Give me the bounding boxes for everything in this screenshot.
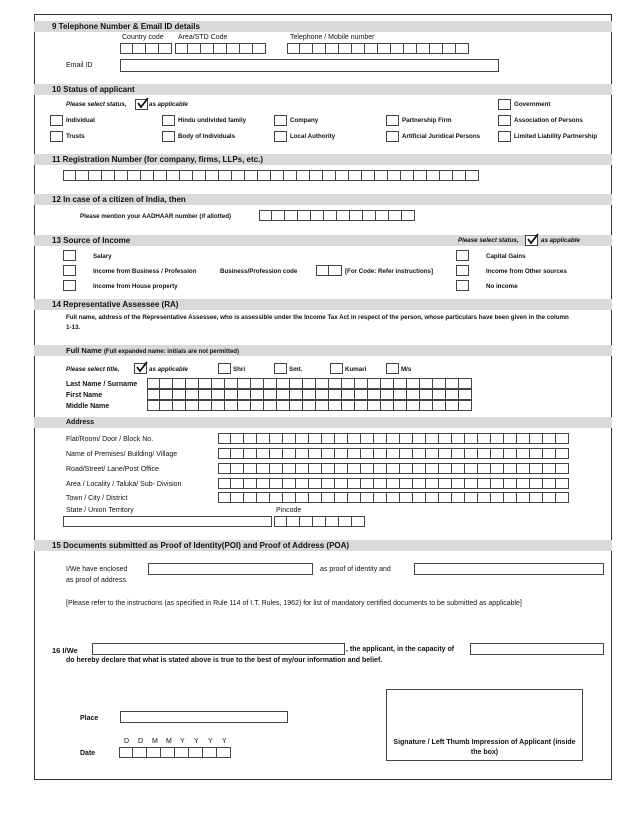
place-label: Place [80,715,99,722]
signature-label: Signature / Left Thumb Impression of Applicant (inside the box) [393,739,576,756]
capacity-label: , the applicant, in the capacity of [346,646,455,653]
area-std-label: Area/STD Code [178,34,228,41]
enclosed-label: I/We have enclosed [66,566,128,573]
checkmark-icon [526,232,540,246]
addr-area-field[interactable] [218,478,569,489]
section-9-header: 9 Telephone Number & Email ID details [34,21,612,32]
date-label: Date [80,750,96,757]
checkbox-partnership[interactable] [386,115,399,126]
checkbox-other-sources[interactable] [456,265,469,276]
option-ajp: Artificial Juridical Persons [402,133,481,140]
option-aop: Association of Persons [514,117,583,124]
addr-label-area: Area / Locality / Taluka/ Sub- Division [66,481,182,488]
proof-identity-label: as proof of identity and [320,566,391,573]
aadhaar-field[interactable] [259,210,415,221]
addr-road-field[interactable] [218,463,569,474]
middle-name-field[interactable] [147,400,472,411]
section-12-header: 12 In case of a citizen of India, then [34,194,612,205]
checkbox-individual[interactable] [50,115,63,126]
title-ms: M/s [401,366,412,373]
state-label: State / Union Territory [66,507,134,514]
date-field[interactable] [119,747,231,758]
telephone-field[interactable] [287,43,469,54]
addr-flat-field[interactable] [218,433,569,444]
checkbox-trusts[interactable] [50,131,63,142]
salary-label: Salary [93,253,112,260]
option-local-authority: Local Authority [290,133,336,140]
section-14-header: 14 Representative Assessee (RA) [34,299,612,310]
title-instruction: Please select title, [66,366,120,373]
business-label: Income from Business / Profession [93,268,197,275]
aadhaar-label: Please mention your AADHAAR number (if allotted) [80,213,232,220]
section-15-header: 15 Documents submitted as Proof of Identity(POI) and Proof of Address (POA) [34,540,612,551]
addr-label-town: Town / City / District [66,495,128,502]
full-name-title: Full Name [66,346,102,355]
refer-instructions: [Please refer to the instructions (as specified in Rule 114 of I.T. Rules, 1962) for list of mandatory certified documents to be submitted as applicable] [66,600,522,607]
checkbox-government[interactable] [498,99,511,110]
email-field[interactable] [120,59,499,72]
status-instruction: Please select status, [66,101,127,108]
checkmark-icon [136,96,150,110]
checkbox-huf[interactable] [162,115,175,126]
area-std-field[interactable] [175,43,266,54]
country-code-field[interactable] [120,43,172,54]
no-income-label: No income [486,283,518,290]
ra-description: Full name, address of the Representative Assessee, who is assessible under the Income Tax Act in respect of the person, whose particulars have been given in the column [66,314,569,321]
checkbox-house-property[interactable] [63,280,76,291]
checkmark-icon [135,360,149,374]
place-field[interactable] [120,711,288,723]
other-sources-label: Income from Other sources [486,268,567,275]
option-partnership: Partnership Firm [402,117,452,124]
checkbox-kumari[interactable] [330,363,343,374]
checkbox-aop[interactable] [498,115,511,126]
declaration-text: do hereby declare that what is stated above is true to the best of my/our information and belief. [66,657,383,664]
last-name-field[interactable] [147,378,472,389]
checkbox-shri[interactable] [218,363,231,374]
addr-label-road: Road/Street/ Lane/Post Office [66,466,159,473]
poa-document-field[interactable] [414,563,604,575]
section-13-header: 13 Source of Income [34,235,612,246]
addr-label-premises: Name of Premises/ Building/ Village [66,451,178,458]
middle-name-label: Middle Name [66,403,110,410]
option-boi: Body of Individuals [178,133,236,140]
option-huf: Hindu undivided family [178,117,247,124]
business-code-field[interactable] [316,265,342,276]
title-kumari: Kumari [345,366,367,373]
title-shri: Shri [233,366,246,373]
addr-premises-field[interactable] [218,448,569,459]
checkbox-ms[interactable] [386,363,399,374]
pincode-label: Pincode [276,507,302,514]
ra-description-2: 1-13. [66,324,81,331]
section-10-header: 10 Status of applicant [34,84,612,95]
house-property-label: Income from House property [93,283,178,290]
checkbox-business[interactable] [63,265,76,276]
iwe-label: 16 I/We [52,646,78,655]
business-code-label: Business/Profession code [220,268,298,275]
address-header: Address [34,417,612,428]
first-name-label: First Name [66,392,103,399]
checkbox-local-authority[interactable] [274,131,287,142]
option-individual: Individual [66,117,95,124]
code-note: [For Code: Refer instructions] [345,268,434,275]
poi-document-field[interactable] [148,563,313,575]
full-name-header [34,345,612,356]
option-company: Company [290,117,319,124]
email-label: Email ID [66,62,93,69]
capacity-field[interactable] [470,643,604,655]
applicant-name-field[interactable] [92,643,345,655]
proof-address-label: as proof of address. [66,577,128,584]
as-applicable-label-2: as applicable [541,237,580,244]
option-trusts: Trusts [66,133,85,140]
state-field[interactable] [63,516,272,527]
section-11-header: 11 Registration Number (for company, firms, LLPs, etc.) [34,154,612,165]
capital-gains-label: Capital Gains [486,253,526,260]
checkbox-ajp[interactable] [386,131,399,142]
registration-number-field[interactable] [63,170,479,181]
option-government: Government [514,101,551,108]
pincode-field[interactable] [274,516,365,527]
last-name-label: Last Name / Surname [66,381,138,388]
as-applicable-label: as applicable [149,101,188,108]
first-name-field[interactable] [147,389,472,400]
title-smt: Smt. [289,366,303,373]
checkbox-llp[interactable] [498,131,511,142]
checkbox-no-income[interactable] [456,280,469,291]
addr-label-flat: Flat/Room/ Door / Block No. [66,436,154,443]
source-instruction: Please select status, [458,237,519,244]
checkbox-boi[interactable] [162,131,175,142]
as-applicable-label-3: as applicable [149,366,188,373]
checkbox-capital-gains[interactable] [456,250,469,261]
checkbox-salary[interactable] [63,250,76,261]
option-llp: Limited Liability Partnership [514,133,598,140]
date-format-labels: D D M M Y Y Y Y [124,738,227,745]
checkbox-company[interactable] [274,115,287,126]
country-code-label: Country code [122,34,164,41]
full-name-note: (Full expanded name: initials are not permitted) [103,349,239,355]
telephone-label: Telephone / Mobile number [290,34,375,41]
checkbox-smt[interactable] [274,363,287,374]
addr-town-field[interactable] [218,492,569,503]
